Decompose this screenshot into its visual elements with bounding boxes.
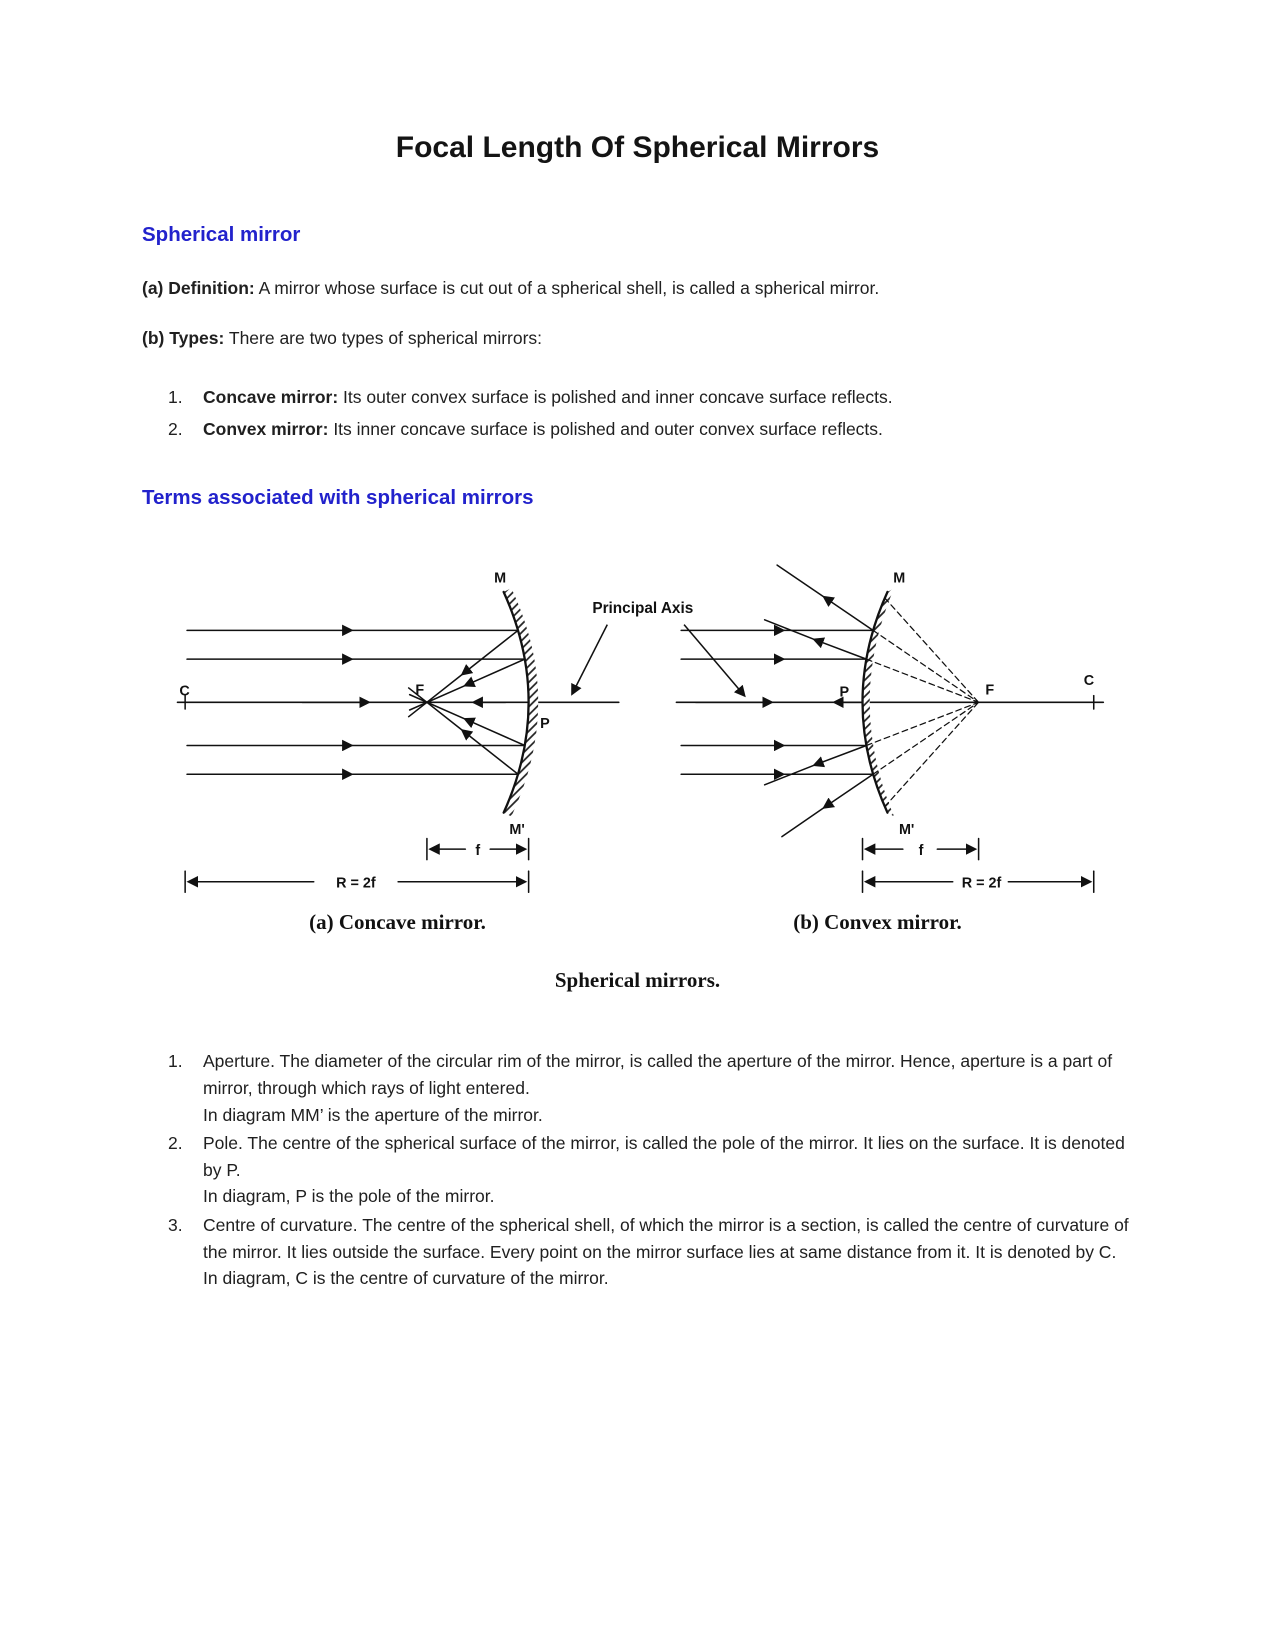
types-text: There are two types of spherical mirrors: [224,328,543,349]
label-m: M [493,570,506,587]
label-f-point: F [414,682,424,699]
principal-axis-label: Principal Axis [591,599,693,617]
definition-paragraph [142,275,1133,302]
label-p: P [838,684,849,701]
list-item-body [203,384,1133,411]
caption-concave: (a) Concave mirror. [309,909,486,934]
term-body [203,1048,1133,1128]
principal-axis-callout [572,600,743,695]
convex-mirror-text: Its inner concave surface is polished and outer convex surface reflects. [328,419,883,440]
list-number: 3. [168,1215,183,1236]
section-heading-spherical-mirror: Spherical mirror [142,223,301,246]
section-heading-terms: Terms associated with spherical mirrors [142,486,534,510]
term-body [203,1212,1133,1292]
term-body [203,1130,1133,1210]
term-text: Centre of curvature. The centre of the spherical shell, of which the mirror is a section, is called the centre of curvature of the mirror. It lies outside the surface. Every point on the mirror surface lies at same distance from it. It is denoted by C. [203,1215,1129,1262]
list-number: 1. [168,1051,183,1072]
label-m: M [892,570,905,587]
list-number: 1. [168,386,183,407]
label-m-prime: M' [898,821,914,838]
terms-list [168,1048,1133,1291]
label-r-dim: R = 2f [961,875,1001,892]
term-item-centre-of-curvature [168,1212,1133,1292]
label-f-point: F [984,682,994,699]
term-text: Pole. The centre of the spherical surface of the mirror, is called the pole of the mirror. It lies on the surface. It is denoted by P. [203,1133,1125,1180]
label-f-dim: f [918,842,923,859]
mirror-types-list [168,384,1133,443]
term-note: In diagram, P is the pole of the mirror. [203,1186,495,1207]
concave-mirror-diagram [177,588,618,892]
concave-mirror-label: Concave mirror: [203,386,339,407]
list-number: 2. [168,1133,183,1154]
figure-captions-row [158,907,1118,939]
types-label: (b) Types: [142,328,225,349]
definition-label: (a) Definition: [142,277,255,298]
term-text: Aperture. The diameter of the circular rim of the mirror, is called the aperture of the mirror. Hence, aperture is a part of mirror, through which rays of light entered. [203,1051,1113,1099]
label-c: C [1083,672,1094,689]
label-m-prime: M' [508,821,525,838]
convex-mirror-label: Convex mirror: [203,419,329,440]
reflected-rays [764,565,872,837]
caption-convex: (b) Convex mirror. [793,909,962,934]
term-note: In diagram, C is the centre of curvature of the mirror. [203,1268,609,1289]
list-item-concave-mirror [168,384,1133,411]
spherical-mirrors-diagram [158,544,1118,899]
label-f-dim: f [474,842,480,859]
types-paragraph [142,325,1133,352]
label-c: C [178,683,190,700]
list-number: 2. [168,419,183,440]
figure-main-caption: Spherical mirrors. [554,967,721,992]
list-item-convex-mirror [168,416,1133,443]
page-title: Focal Length Of Spherical Mirrors [395,131,880,164]
definition-text: A mirror whose surface is cut out of a spherical shell, is called a spherical mirror. [254,277,880,298]
term-item-aperture [168,1048,1133,1128]
concave-mirror-labels [179,570,550,891]
concave-mirror-text: Its outer convex surface is polished and inner concave surface reflects. [338,386,893,407]
term-note: In diagram MM’ is the aperture of the mirror. [203,1104,543,1125]
spherical-mirrors-figure [142,544,1133,997]
convex-mirror-diagram [676,565,1103,892]
label-p: P [539,715,550,732]
term-item-pole [168,1130,1133,1210]
label-r-dim: R = 2f [335,875,376,892]
list-item-body [203,416,1133,443]
